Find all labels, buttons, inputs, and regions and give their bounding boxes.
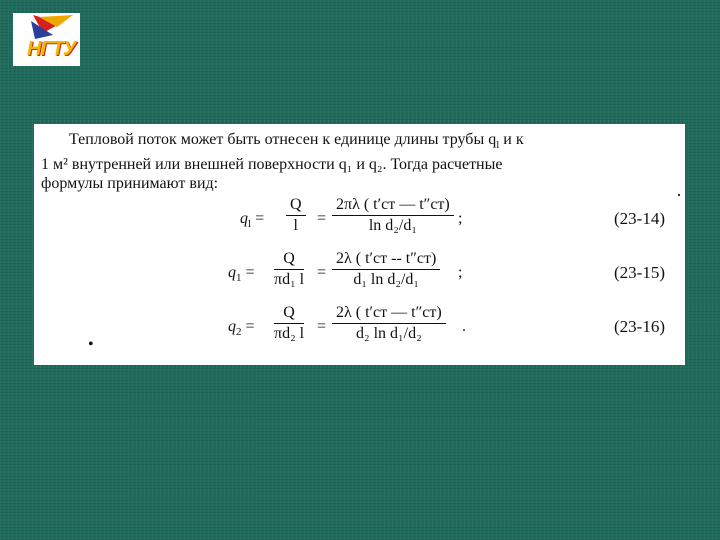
stray-mark: • — [88, 336, 94, 353]
equation-number: (23-14) — [614, 209, 665, 228]
equation-lhs: $q_1$ = — [228, 264, 255, 285]
fraction-q-over-area: $\frac{Q}{\text{πd₁ l}}$ — [274, 250, 305, 288]
paragraph-line-3: формулы принимают вид: — [41, 175, 219, 193]
paragraph-line-1: Тепловой поток может быть отнесен к единице длины трубы $q_l$ и к — [69, 131, 524, 152]
equation-23-15: $q_1$ = $\frac{Q}{\text{πd₁ l}}$ = 2λ ( t′ст -- t″ст) d₁ ln d₂/d₁ ; (23-15) — [228, 250, 665, 288]
fraction-q-over-area: $\frac{Q}{\text{πd₂ l}}$ — [274, 304, 305, 342]
fraction-heat-flux: 2λ ( t′ст — t″ст) d₂ ln d₁/d₂ — [332, 304, 446, 344]
equation-lhs: $q_l$ = — [240, 210, 265, 231]
fraction-heat-flux: 2λ ( t′ст -- t″ст) d₁ ln d₂/d₁ — [332, 250, 440, 290]
equation-number: (23-15) — [614, 263, 665, 282]
logo — [13, 13, 80, 66]
equation-lhs: $q_2$ = — [228, 318, 255, 339]
equation-23-14: $q_l$ = $\frac{Q}{l}$ = 2πλ ( t′ст — t″ст) ln d₂/d₁ ; (23-14) — [240, 196, 665, 234]
paragraph-line-2: 1 м² внутренней или внешней поверхности q₁ и q₂. Тогда расчетные — [41, 156, 503, 174]
intro-paragraph — [41, 130, 677, 193]
fraction-heat-flux: 2πλ ( t′ст — t″ст) ln d₂/d₁ — [332, 196, 454, 236]
textbook-excerpt — [34, 124, 685, 365]
scan-speck — [678, 194, 680, 196]
logo-text: НГТУ — [27, 38, 76, 60]
equation-23-16: $q_2$ = $\frac{Q}{\text{πd₂ l}}$ = 2λ ( t′ст — t″ст) d₂ ln d₁/d₂ . (23-16) — [228, 304, 665, 342]
fraction-q-over-l: $\frac{Q}{l}$ — [286, 196, 306, 236]
equation-number: (23-16) — [614, 317, 665, 336]
